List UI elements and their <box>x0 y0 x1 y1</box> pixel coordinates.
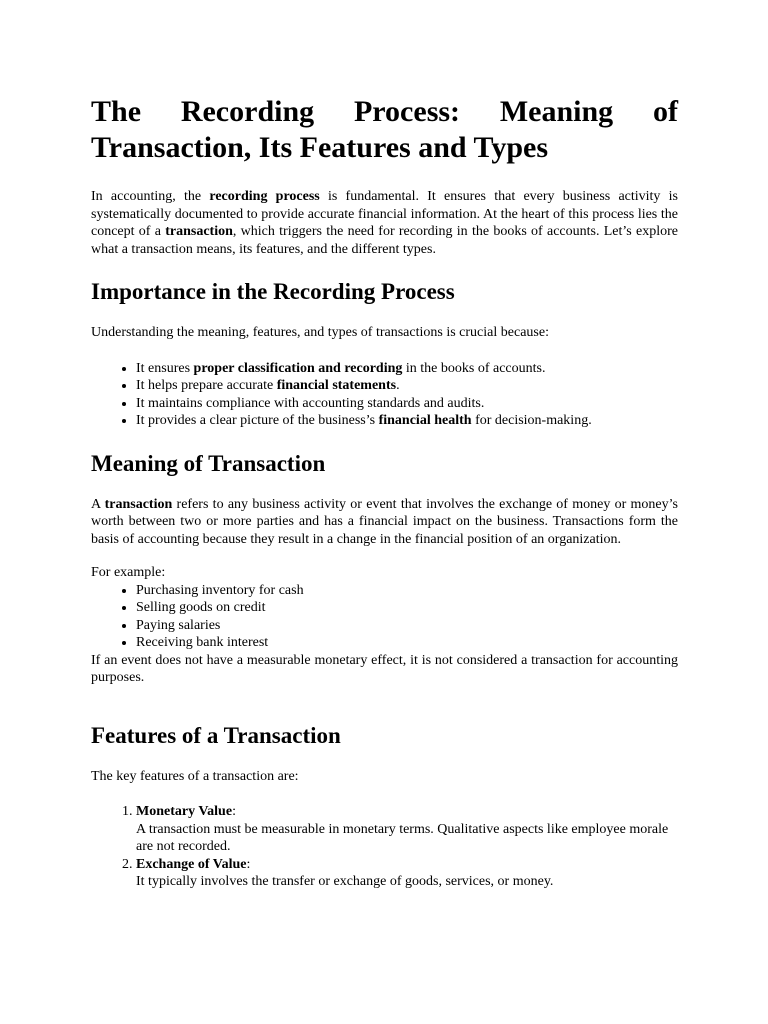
title-line-2: Transaction, Its Features and Types <box>91 131 548 164</box>
intro-text-2: is fundamental. It ensures that every business activity is systematically documented to provide accurate financial information. At the heart of this process lies the concept of a <box>91 189 678 239</box>
feature-description: A transaction must be measurable in monetary terms. Qualitative aspects like employee morale are not recorded. <box>136 821 669 854</box>
example-lead: For example: <box>91 565 166 580</box>
list-item: • Receiving bank interest <box>136 634 678 652</box>
intro-paragraph <box>91 188 678 258</box>
intro-bold-recording-process: recording process <box>209 189 320 204</box>
features-heading: Features of a Transaction <box>91 722 341 748</box>
meaning-bold-transaction: transaction <box>104 496 173 512</box>
list-item: • Selling goods on credit <box>136 599 678 617</box>
list-item: 2. Exchange of Value: It typically involves the transfer or exchange of goods, services, or money. <box>136 856 678 891</box>
list-item: • It maintains compliance with accounting standards and audits. <box>136 395 678 413</box>
document-title <box>91 94 678 166</box>
list-item: 1. Monetary Value: A transaction must be measurable in monetary terms. Qualitative aspects like employee morale are not recorded. <box>136 803 678 856</box>
feature-title: Exchange of Value <box>136 856 247 872</box>
meaning-paragraph: A transaction refers to any business activity or event that involves the exchange of money or money’s worth between two or more parties and has a financial impact on the business. Transactions form the basis of accounting because they result in a change in the financial position of an organization. <box>91 496 678 547</box>
importance-list <box>91 360 678 430</box>
features-list <box>91 803 678 891</box>
meaning-heading: Meaning of Transaction <box>91 450 326 476</box>
list-item: • Paying salaries <box>136 617 678 635</box>
list-item: • It ensures proper classification and recording in the books of accounts. <box>136 360 678 378</box>
intro-text-3: , which triggers the need for recording in the books of accounts. Let’s explore what a transaction means, its features, and the different types. <box>91 224 678 257</box>
importance-heading: Importance in the Recording Process <box>91 279 455 304</box>
feature-description: It typically involves the transfer or exchange of goods, services, or money. <box>136 874 554 889</box>
list-item: • It provides a clear picture of the business’s financial health for decision-making. <box>136 412 678 430</box>
list-item: • Purchasing inventory for cash <box>136 582 678 600</box>
title-line-1: The Recording Process: Meaning of <box>91 95 678 128</box>
intro-bold-transaction: transaction <box>165 224 233 239</box>
features-lead: The key features of a transaction are: <box>91 768 299 784</box>
document-content <box>91 94 678 891</box>
meaning-closing: If an event does not have a measurable monetary effect, it is not considered a transaction for accounting purposes. <box>91 652 678 685</box>
feature-title: Monetary Value <box>136 804 233 819</box>
list-item: • It helps prepare accurate financial statements. <box>136 377 678 395</box>
example-list <box>91 582 678 652</box>
importance-lead: Understanding the meaning, features, and types of transactions is crucial because: <box>91 325 549 340</box>
intro-text-1: In accounting, the <box>91 189 210 204</box>
